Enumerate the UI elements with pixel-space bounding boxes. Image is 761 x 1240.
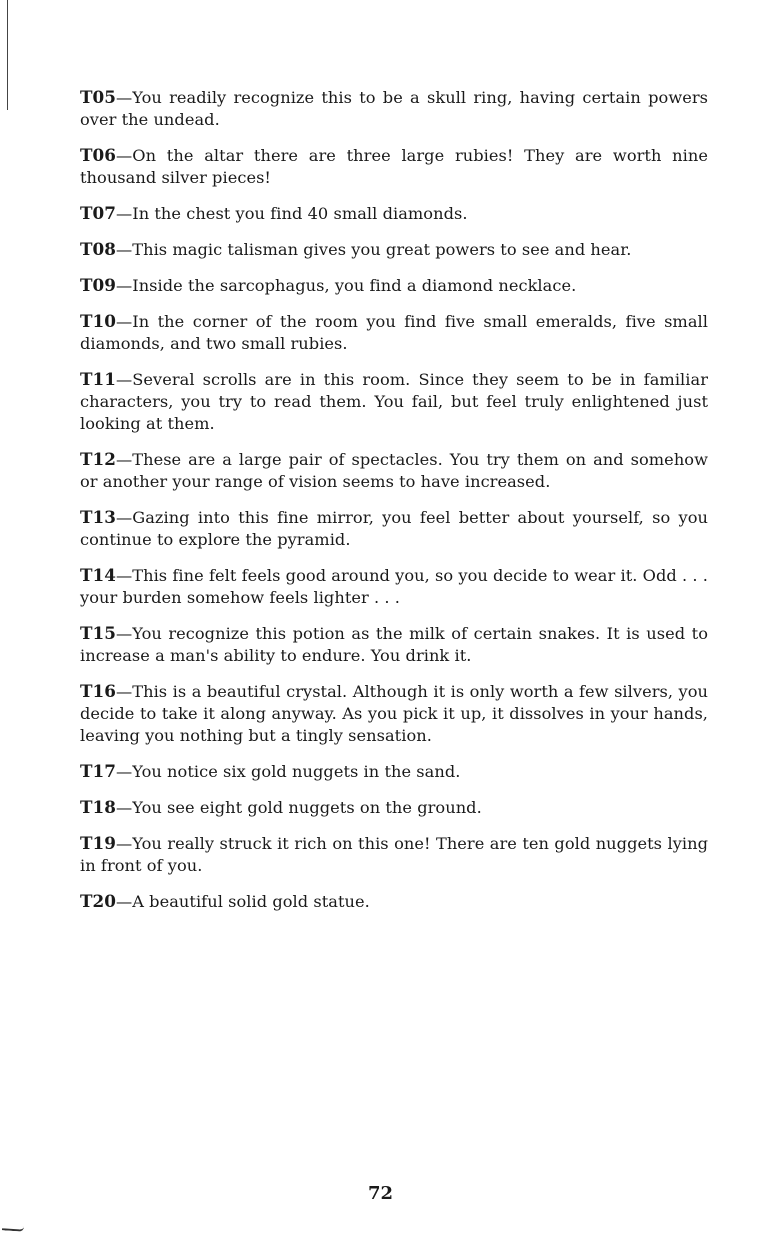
entry-dash: — <box>116 508 133 527</box>
entry-dash: — <box>116 624 133 643</box>
treasure-entry <box>80 202 708 225</box>
entry-dash: — <box>116 146 133 165</box>
entry-dash: — <box>116 682 133 701</box>
treasure-entry <box>80 832 708 877</box>
entry-dash: — <box>116 276 133 295</box>
entry-text: This magic talisman gives you great powers to see and hear. <box>132 240 632 259</box>
treasure-entry <box>80 622 708 667</box>
entry-dash: — <box>116 312 133 331</box>
entry-dash: — <box>116 762 133 781</box>
entry-dash: — <box>116 370 133 389</box>
entry-code: T20 <box>80 891 116 911</box>
treasure-entry <box>80 144 708 189</box>
entry-dash: — <box>116 892 133 911</box>
treasure-entry <box>80 310 708 355</box>
entry-text: Gazing into this fine mirror, you feel better about yourself, so you continue to explore the pyramid. <box>80 508 708 549</box>
entry-text: These are a large pair of spectacles. You try them on and somehow or another your range of vision seems to have increased. <box>80 450 708 491</box>
entry-code: T07 <box>80 203 116 223</box>
entry-text: In the corner of the room you find five small emeralds, five small diamonds, and two small rubies. <box>80 312 708 353</box>
entry-code: T17 <box>80 761 116 781</box>
entry-code: T05 <box>80 87 116 107</box>
entry-code: T09 <box>80 275 116 295</box>
entry-text: Several scrolls are in this room. Since they seem to be in familiar characters, you try to read them. You fail, but feel truly enlightened just looking at them. <box>80 370 708 433</box>
entry-text: In the chest you find 40 small diamonds. <box>132 204 468 223</box>
entry-text: You notice six gold nuggets in the sand. <box>132 762 461 781</box>
entry-text: You readily recognize this to be a skull ring, having certain powers over the undead. <box>80 88 708 129</box>
entry-text: This fine felt feels good around you, so you decide to wear it. Odd . . . your burden somehow feels lighter . . . <box>80 566 708 607</box>
entry-code: T08 <box>80 239 116 259</box>
treasure-entry <box>80 680 708 747</box>
entry-dash: — <box>116 834 133 853</box>
entry-code: T10 <box>80 311 116 331</box>
treasure-entry-list <box>80 86 708 926</box>
entry-dash: — <box>116 566 133 585</box>
treasure-entry <box>80 506 708 551</box>
entry-code: T16 <box>80 681 116 701</box>
entry-code: T13 <box>80 507 116 527</box>
entry-dash: — <box>116 88 133 107</box>
entry-code: T15 <box>80 623 116 643</box>
treasure-entry <box>80 890 708 913</box>
entry-text: Inside the sarcophagus, you find a diamond necklace. <box>132 276 577 295</box>
treasure-entry <box>80 238 708 261</box>
treasure-entry <box>80 448 708 493</box>
entry-code: T11 <box>80 369 116 389</box>
entry-text: This is a beautiful crystal. Although it is only worth a few silvers, you decide to take it along anyway. As you pick it up, it dissolves in your hands, leaving you nothing but a tingly sensation. <box>80 682 708 745</box>
entry-code: T12 <box>80 449 116 469</box>
treasure-entry <box>80 796 708 819</box>
entry-code: T18 <box>80 797 116 817</box>
entry-dash: — <box>116 798 133 817</box>
entry-code: T19 <box>80 833 116 853</box>
entry-text: On the altar there are three large rubies! They are worth nine thousand silver pieces! <box>80 146 708 187</box>
entry-code: T06 <box>80 145 116 165</box>
entry-text: A beautiful solid gold statue. <box>132 892 370 911</box>
treasure-entry <box>80 274 708 297</box>
scan-edge-line <box>7 0 8 110</box>
entry-text: You see eight gold nuggets on the ground. <box>132 798 482 817</box>
entry-code: T14 <box>80 565 116 585</box>
entry-text: You really struck it rich on this one! There are ten gold nuggets lying in front of you. <box>80 834 708 875</box>
treasure-entry <box>80 760 708 783</box>
entry-dash: — <box>116 240 133 259</box>
treasure-entry <box>80 86 708 131</box>
entry-dash: — <box>116 450 133 469</box>
page-number: 72 <box>367 1183 394 1204</box>
entry-dash: — <box>116 204 133 223</box>
treasure-entry <box>80 564 708 609</box>
scan-corner-mark <box>2 1225 24 1232</box>
entry-text: You recognize this potion as the milk of certain snakes. It is used to increase a man's ability to endure. You drink it. <box>80 624 708 665</box>
treasure-entry <box>80 368 708 435</box>
